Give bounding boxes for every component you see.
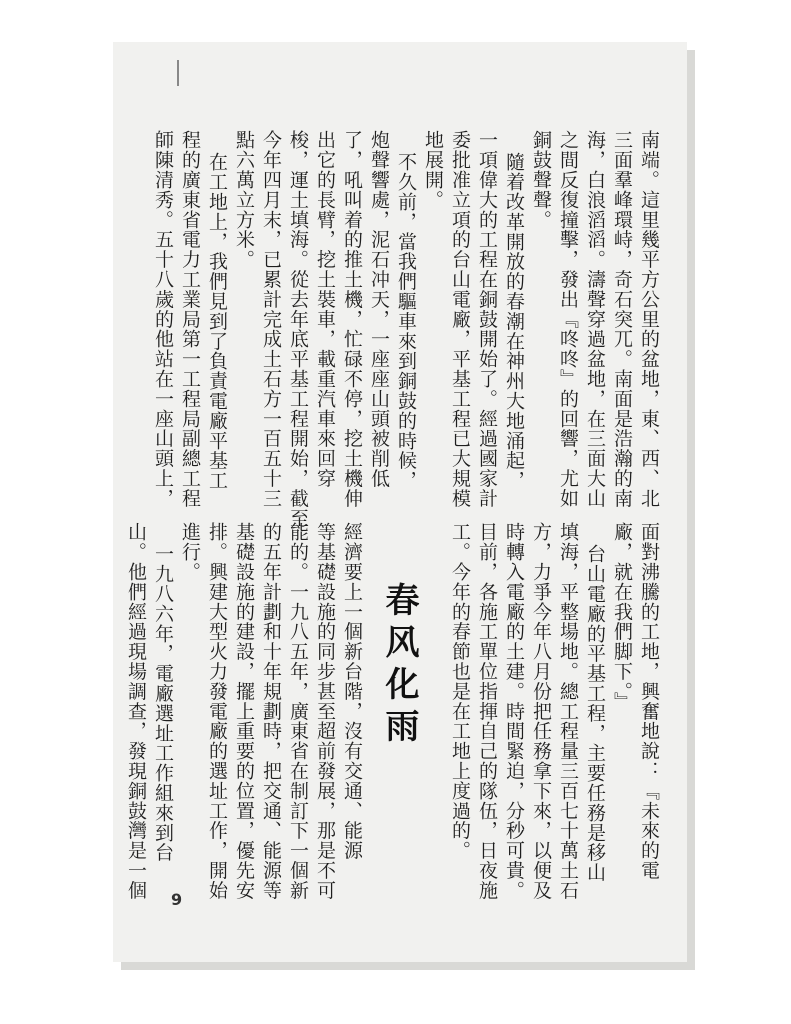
text-column: 一項偉大的工程在銅鼓開始了。經過國家計 xyxy=(476,130,498,509)
text-column: 面對沸騰的工地，興奮地說：『未來的電 xyxy=(638,522,660,881)
text-column: 等基礎設施的同步甚至超前發展，那是不可 xyxy=(314,522,336,901)
text-column: 海，白浪滔滔。濤聲穿過盆地，在三面大山 xyxy=(584,130,606,509)
text-column: 師陳清秀。五十八歲的他站在一座山頭上， xyxy=(152,130,174,509)
text-column: 時轉入電廠的土建。時間緊迫，分秒可貴。 xyxy=(503,522,525,901)
text-column: 目前，各施工單位指揮自己的隊伍，日夜施 xyxy=(476,522,498,901)
text-column: 委批准立項的台山電廠，平基工程已大規模 xyxy=(449,130,471,509)
text-column: 不久前，當我們驅車來到銅鼓的時候， xyxy=(395,152,417,491)
text-column: 方，力爭今年八月份把任務拿下來，以便及 xyxy=(530,522,552,901)
text-column: 了，吼叫着的推土機，忙碌不停，挖土機伸 xyxy=(341,130,363,509)
page-number: 9 xyxy=(171,890,183,909)
text-column: 台山電廠的平基工程，主要任務是移山 xyxy=(584,544,606,883)
text-column: 能的。一九八五年，廣東省在制訂下一個新 xyxy=(287,522,309,901)
text-column: 今年四月末，已累計完成土石方一百五十三 xyxy=(260,130,282,509)
text-column: 之間反復撞擊，發出『咚咚』的回響，尤如 xyxy=(557,130,579,509)
text-column: 的五年計劃和十年規劃時，把交通、能源等 xyxy=(260,522,282,901)
book-page-final xyxy=(113,42,687,962)
text-column: 銅鼓聲聲。 xyxy=(530,130,552,230)
text-column: 在工地上，我們見到了負責電廠平基工 xyxy=(206,152,228,491)
text-column: 工。今年的春節也是在工地上度過的。 xyxy=(449,522,471,861)
text-column: 填海，平整場地。總工程量三百七十萬土石 xyxy=(557,522,579,901)
text-column: 進行。 xyxy=(179,522,201,582)
text-column: 廠，就在我們脚下。』 xyxy=(611,522,633,712)
text-column: 排。興建大型火力發電廠的選址工作，開始 xyxy=(206,522,228,901)
text-column: 隨着改革開放的春潮在神州大地涌起， xyxy=(503,152,525,491)
text-column: 基礎設施的建設，擺上重要的位置，優先安 xyxy=(233,522,255,901)
page-edge-mark xyxy=(177,60,179,86)
section-heading: 春风化雨 xyxy=(379,582,419,750)
text-column: 梭，運土填海。從去年底平基工程開始，截至 xyxy=(287,130,309,528)
text-column: 一九八六年，電廠選址工作組來到台 xyxy=(152,544,174,863)
text-column: 經濟要上一個新台階，沒有交通、能源 xyxy=(341,522,363,861)
text-column: 山。他們經過現場調查，發現銅鼓灣是一個 xyxy=(125,522,147,901)
text-column: 程的廣東省電力工業局第一工程局副總工程 xyxy=(179,130,201,509)
text-column: 出它的長臂，挖土裝車，載重汽車來回穿 xyxy=(314,130,336,489)
text-column: 點六萬立方米。 xyxy=(233,130,255,270)
text-column: 炮聲響處，泥石冲天，一座座山頭被削低 xyxy=(368,130,390,489)
text-column: 南端。這里幾平方公里的盆地，東、西、北 xyxy=(638,130,660,509)
text-column: 三面羣峰環峙，奇石突兀。南面是浩瀚的南 xyxy=(611,130,633,509)
text-column: 地展開。 xyxy=(422,130,444,210)
